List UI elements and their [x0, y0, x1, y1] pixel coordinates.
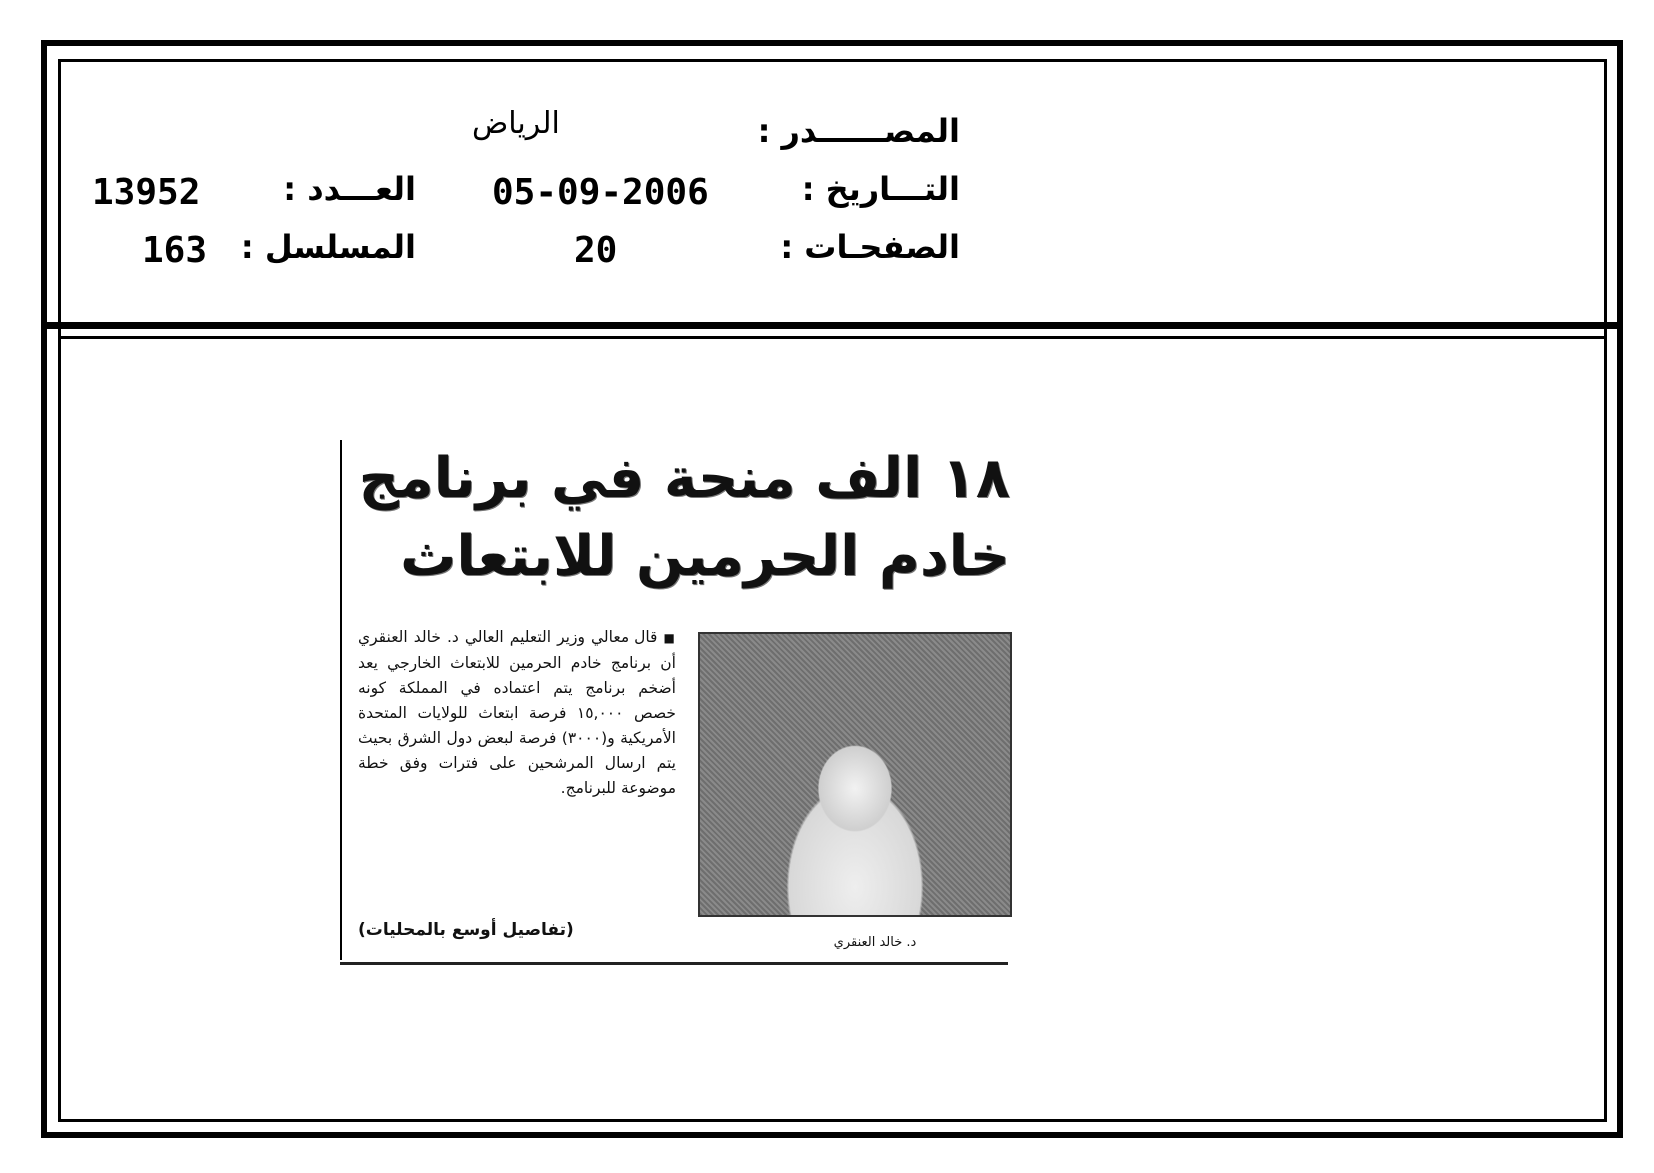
issue-value: 13952 [92, 172, 201, 213]
portrait-photo [698, 632, 1012, 917]
source-label: المصــــــدر : [757, 112, 960, 150]
serial-label: المسلسل : [240, 228, 416, 266]
headline-line-1: ١٨ الف منحة في برنامج [358, 446, 1010, 511]
bullet-icon: ■ [663, 631, 677, 645]
date-value: 05-09-2006 [492, 172, 709, 213]
pages-value: 20 [574, 230, 618, 271]
date-label: التـــاريخ : [801, 170, 960, 208]
article-body [358, 625, 676, 801]
headline-line-2: خادم الحرمين للابتعاث [400, 524, 1010, 589]
source-value: الرياض [472, 106, 560, 141]
serial-value: 163 [142, 230, 208, 271]
clipping-left-rule [340, 440, 342, 960]
article-body-text: قال معالي وزير التعليم العالي د. خالد العنقري أن برنامج خادم الحرمين للابتعاث الخارجي يعد أضخم برنامج يتم اعتماده في المملكة كونه خصص ١٥,٠٠٠ فرصة ابتعاث للولايات المتحدة الأمريكية و(٣٠٠٠) فرصة لبعض دول الشرق بحيث يتم ارسال المرشحين على فترات وفق خطة موضوعة للبرنامج. [358, 628, 676, 797]
more-details: (تفاصيل أوسع بالمحليات) [358, 920, 574, 940]
photo-caption: د. خالد العنقري [833, 935, 917, 950]
header-divider-thin [58, 336, 1607, 339]
newspaper-clipping [340, 440, 1010, 965]
clipping-bottom-rule [340, 962, 1008, 965]
pages-label: الصفحـات : [780, 228, 960, 266]
issue-label: العـــدد : [283, 170, 416, 208]
header-divider-thick [41, 322, 1623, 329]
